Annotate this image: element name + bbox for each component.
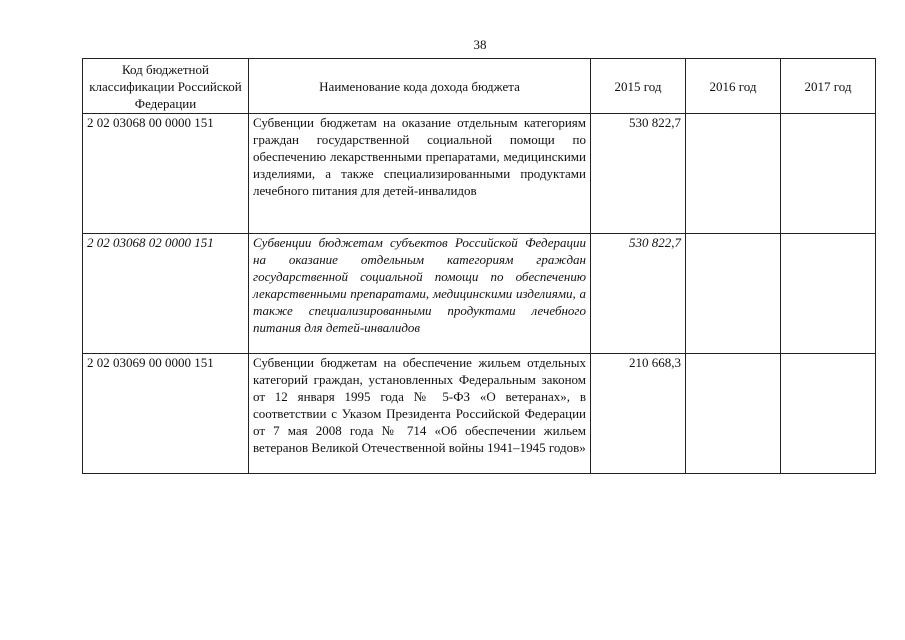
header-code: Код бюджетной классификации Российской Федерации — [83, 59, 249, 114]
table-header-row — [83, 59, 876, 114]
table-row — [83, 114, 876, 234]
row-code: 2 02 03068 00 0000 151 — [83, 114, 249, 234]
row-name: Субвенции бюджетам на обеспечение жильем отдельных категорий граждан, установленных Федеральным законом от 12 января 1995 года № 5-ФЗ «О ветеранах», в соответствии с Указом Президента Российской Федерации от 7 мая 2008 года № 714 «Об обеспечении жильем ветеранов Великой Отечественной войны 1941–1945 годов» — [249, 354, 591, 474]
table-row — [83, 234, 876, 354]
row-name: Субвенции бюджетам на оказание отдельным категориям граждан государственной социальной помощи по обеспечению лекарственными препаратами, медицинскими изделиями, а также специализированными продуктами лечебного питания для детей-инвалидов — [249, 114, 591, 234]
row-code: 2 02 03069 00 0000 151 — [83, 354, 249, 474]
row-amount-2016 — [686, 234, 781, 354]
row-amount-2017 — [781, 234, 876, 354]
row-amount-2017 — [781, 354, 876, 474]
row-amount-2015: 530 822,7 — [591, 234, 686, 354]
header-2017: 2017 год — [781, 59, 876, 114]
row-name: Субвенции бюджетам субъектов Российской Федерации на оказание отдельным категориям граждан государственной социальной помощи по обеспечению лекарственными препаратами, медицинскими изделиями, а также специализированными продуктами лечебного питания для детей-инвалидов — [249, 234, 591, 354]
table-row — [83, 354, 876, 474]
page-number: 38 — [473, 37, 487, 52]
row-amount-2015: 210 668,3 — [591, 354, 686, 474]
budget-revenue-table — [82, 58, 876, 474]
row-amount-2016 — [686, 354, 781, 474]
row-amount-2015: 530 822,7 — [591, 114, 686, 234]
row-code: 2 02 03068 02 0000 151 — [83, 234, 249, 354]
header-2016: 2016 год — [686, 59, 781, 114]
row-amount-2017 — [781, 114, 876, 234]
header-2015: 2015 год — [591, 59, 686, 114]
row-amount-2016 — [686, 114, 781, 234]
header-name: Наименование кода дохода бюджета — [249, 59, 591, 114]
